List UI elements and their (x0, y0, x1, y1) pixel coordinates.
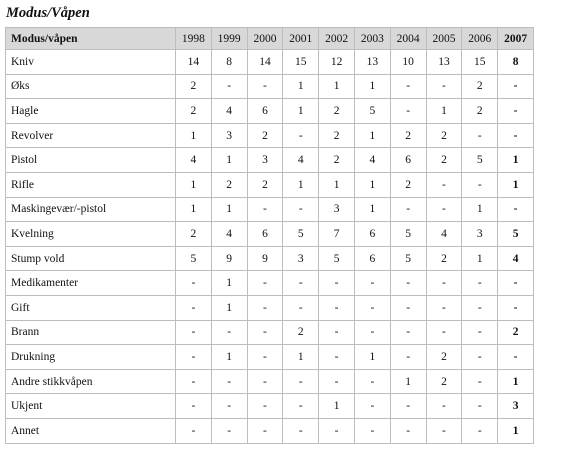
row-label: Kniv (6, 50, 176, 75)
table-cell: 6 (247, 99, 283, 124)
table-cell: - (283, 369, 319, 394)
header-corner: Modus/våpen (6, 28, 176, 50)
table-cell: - (426, 271, 462, 296)
table-cell: - (390, 394, 426, 419)
table-row (6, 197, 534, 222)
table-row (6, 74, 534, 99)
table-cell: 12 (319, 50, 355, 75)
table-cell: - (175, 394, 211, 419)
table-cell: - (426, 172, 462, 197)
table-cell: - (390, 295, 426, 320)
table-cell: 1 (175, 172, 211, 197)
row-label: Øks (6, 74, 176, 99)
header-year: 2000 (247, 28, 283, 50)
table-cell: - (247, 369, 283, 394)
table-cell: - (462, 418, 498, 443)
table-cell: 4 (426, 222, 462, 247)
table-cell: 2 (426, 345, 462, 370)
table-cell: 1 (462, 197, 498, 222)
row-label: Pistol (6, 148, 176, 173)
row-label: Gift (6, 295, 176, 320)
row-label: Maskingevær/-pistol (6, 197, 176, 222)
table-row (6, 394, 534, 419)
table-cell-last: 4 (498, 246, 534, 271)
table-cell: - (247, 295, 283, 320)
table-cell: 5 (462, 148, 498, 173)
table-row (6, 418, 534, 443)
table-cell: - (211, 418, 247, 443)
table-cell-last: - (498, 123, 534, 148)
table-cell: 2 (426, 123, 462, 148)
table-cell: - (426, 295, 462, 320)
table-cell: 1 (283, 172, 319, 197)
table-cell: 1 (354, 74, 390, 99)
table-cell: - (462, 123, 498, 148)
table-cell: - (211, 394, 247, 419)
table-cell: 2 (390, 172, 426, 197)
table-cell-last: - (498, 345, 534, 370)
table-cell: 3 (462, 222, 498, 247)
table-cell: - (390, 74, 426, 99)
table-cell: - (175, 320, 211, 345)
table-cell: 3 (247, 148, 283, 173)
table-row (6, 50, 534, 75)
table-cell-last: 1 (498, 148, 534, 173)
table-cell: 5 (319, 246, 355, 271)
table-cell: 2 (426, 148, 462, 173)
table-cell: 7 (319, 222, 355, 247)
table-cell: 1 (354, 345, 390, 370)
table-cell: - (247, 74, 283, 99)
header-year: 2001 (283, 28, 319, 50)
table-row (6, 99, 534, 124)
table-row (6, 148, 534, 173)
table-cell: 1 (283, 99, 319, 124)
table-cell: - (426, 418, 462, 443)
table-body (6, 50, 534, 444)
table-cell: 14 (247, 50, 283, 75)
table-cell: - (462, 369, 498, 394)
header-year: 2002 (319, 28, 355, 50)
row-label: Kvelning (6, 222, 176, 247)
table-cell: - (175, 295, 211, 320)
table-cell: 2 (426, 369, 462, 394)
table-cell: 1 (426, 99, 462, 124)
table-cell: - (283, 418, 319, 443)
table-cell: 2 (319, 148, 355, 173)
table-cell-last: - (498, 99, 534, 124)
table-cell: - (319, 369, 355, 394)
table-cell: 2 (462, 74, 498, 99)
table-cell: 15 (283, 50, 319, 75)
table-cell: 2 (211, 172, 247, 197)
table-cell: 1 (462, 246, 498, 271)
table-cell: - (354, 295, 390, 320)
table-cell-last: 8 (498, 50, 534, 75)
row-label: Andre stikkvåpen (6, 369, 176, 394)
table-cell: - (354, 320, 390, 345)
table-cell: - (175, 345, 211, 370)
table-cell: 10 (390, 50, 426, 75)
table-cell: 1 (319, 74, 355, 99)
table-cell: 4 (354, 148, 390, 173)
table-cell: - (426, 320, 462, 345)
row-label: Medikamenter (6, 271, 176, 296)
table-cell: - (390, 345, 426, 370)
table-cell: 2 (462, 99, 498, 124)
table-cell: - (319, 418, 355, 443)
table-cell: - (354, 394, 390, 419)
header-year-last: 2007 (498, 28, 534, 50)
table-cell-last: 5 (498, 222, 534, 247)
table-cell: - (319, 320, 355, 345)
table-cell: - (211, 320, 247, 345)
table-row (6, 369, 534, 394)
table-header-row (6, 28, 534, 50)
table-row (6, 320, 534, 345)
header-year: 2005 (426, 28, 462, 50)
table-cell: 6 (247, 222, 283, 247)
table-cell: 1 (354, 197, 390, 222)
table-cell: 4 (211, 222, 247, 247)
table-cell: - (319, 295, 355, 320)
table-cell: 2 (283, 320, 319, 345)
table-cell: 1 (283, 345, 319, 370)
table-cell: 9 (211, 246, 247, 271)
table-cell: - (426, 394, 462, 419)
table-cell: 8 (211, 50, 247, 75)
table-cell: 2 (390, 123, 426, 148)
modus-table (5, 27, 534, 444)
table-cell: 1 (211, 148, 247, 173)
table-cell: - (247, 271, 283, 296)
table-cell: 1 (211, 345, 247, 370)
table-cell: 1 (390, 369, 426, 394)
table-cell: 2 (426, 246, 462, 271)
table-cell: - (175, 271, 211, 296)
table-cell: 5 (175, 246, 211, 271)
table-cell: - (283, 295, 319, 320)
row-label: Stump vold (6, 246, 176, 271)
table-cell-last: - (498, 295, 534, 320)
table-cell: 2 (175, 222, 211, 247)
table-cell: - (462, 271, 498, 296)
table-cell: 3 (283, 246, 319, 271)
table-cell: - (390, 99, 426, 124)
table-cell: - (247, 197, 283, 222)
table-cell: 2 (175, 99, 211, 124)
row-label: Rifle (6, 172, 176, 197)
table-cell: 3 (211, 123, 247, 148)
table-cell-last: 3 (498, 394, 534, 419)
table-row (6, 271, 534, 296)
table-cell-last: 2 (498, 320, 534, 345)
table-row (6, 295, 534, 320)
table-cell: - (319, 271, 355, 296)
table-cell: - (390, 418, 426, 443)
row-label: Annet (6, 418, 176, 443)
header-year: 1999 (211, 28, 247, 50)
table-cell: - (390, 320, 426, 345)
row-label: Drukning (6, 345, 176, 370)
table-cell: 1 (283, 74, 319, 99)
table-cell: 1 (175, 123, 211, 148)
header-year: 1998 (175, 28, 211, 50)
table-cell: - (426, 74, 462, 99)
table-row (6, 246, 534, 271)
table-cell: 5 (390, 246, 426, 271)
table-cell: - (462, 394, 498, 419)
table-cell: 1 (354, 172, 390, 197)
table-cell: 4 (175, 148, 211, 173)
table-cell: - (462, 320, 498, 345)
page-title: Modus/Våpen (6, 5, 90, 21)
table-cell: - (426, 197, 462, 222)
table-cell: - (283, 394, 319, 419)
table-cell: 5 (354, 99, 390, 124)
table-cell: - (283, 271, 319, 296)
table-cell-last: - (498, 74, 534, 99)
table-cell: 2 (319, 123, 355, 148)
table-cell: - (211, 369, 247, 394)
table-cell: - (247, 320, 283, 345)
row-label: Revolver (6, 123, 176, 148)
table-cell: 5 (283, 222, 319, 247)
table-cell: 2 (175, 74, 211, 99)
table-cell: - (462, 172, 498, 197)
header-year: 2006 (462, 28, 498, 50)
table-cell: - (283, 123, 319, 148)
table-row (6, 345, 534, 370)
row-label: Brann (6, 320, 176, 345)
row-label: Hagle (6, 99, 176, 124)
table-cell-last: - (498, 271, 534, 296)
table-cell-last: 1 (498, 369, 534, 394)
table-cell: - (175, 369, 211, 394)
header-year: 2003 (354, 28, 390, 50)
table-cell: - (175, 418, 211, 443)
table-cell: 14 (175, 50, 211, 75)
table-cell: 1 (319, 394, 355, 419)
table-cell: 6 (390, 148, 426, 173)
table-cell: - (247, 345, 283, 370)
table-cell-last: 1 (498, 172, 534, 197)
table-cell: - (462, 345, 498, 370)
table-cell: 3 (319, 197, 355, 222)
table-cell: - (283, 197, 319, 222)
table-cell: - (247, 418, 283, 443)
table-cell: 6 (354, 246, 390, 271)
table-cell: 5 (390, 222, 426, 247)
table-cell: 1 (211, 197, 247, 222)
table-cell: 2 (247, 172, 283, 197)
table-cell: 6 (354, 222, 390, 247)
table-cell: - (354, 271, 390, 296)
header-year: 2004 (390, 28, 426, 50)
table-row (6, 123, 534, 148)
table-cell: 1 (175, 197, 211, 222)
table-cell: - (390, 271, 426, 296)
table-cell: 1 (354, 123, 390, 148)
row-label: Ukjent (6, 394, 176, 419)
table-cell: 4 (283, 148, 319, 173)
table-cell: - (354, 369, 390, 394)
table-cell: 2 (247, 123, 283, 148)
table-cell: 1 (211, 295, 247, 320)
table-cell: - (211, 74, 247, 99)
table-cell: 13 (426, 50, 462, 75)
table-cell: - (354, 418, 390, 443)
table-cell: 1 (211, 271, 247, 296)
table-cell-last: 1 (498, 418, 534, 443)
table-row (6, 222, 534, 247)
table-cell: 4 (211, 99, 247, 124)
table-cell: - (247, 394, 283, 419)
table-cell: 13 (354, 50, 390, 75)
table-cell-last: - (498, 197, 534, 222)
table-cell: 2 (319, 99, 355, 124)
table-cell: - (319, 345, 355, 370)
table-row (6, 172, 534, 197)
table-cell: 15 (462, 50, 498, 75)
table-cell: 1 (319, 172, 355, 197)
table-cell: - (462, 295, 498, 320)
table-cell: - (390, 197, 426, 222)
table-cell: 9 (247, 246, 283, 271)
